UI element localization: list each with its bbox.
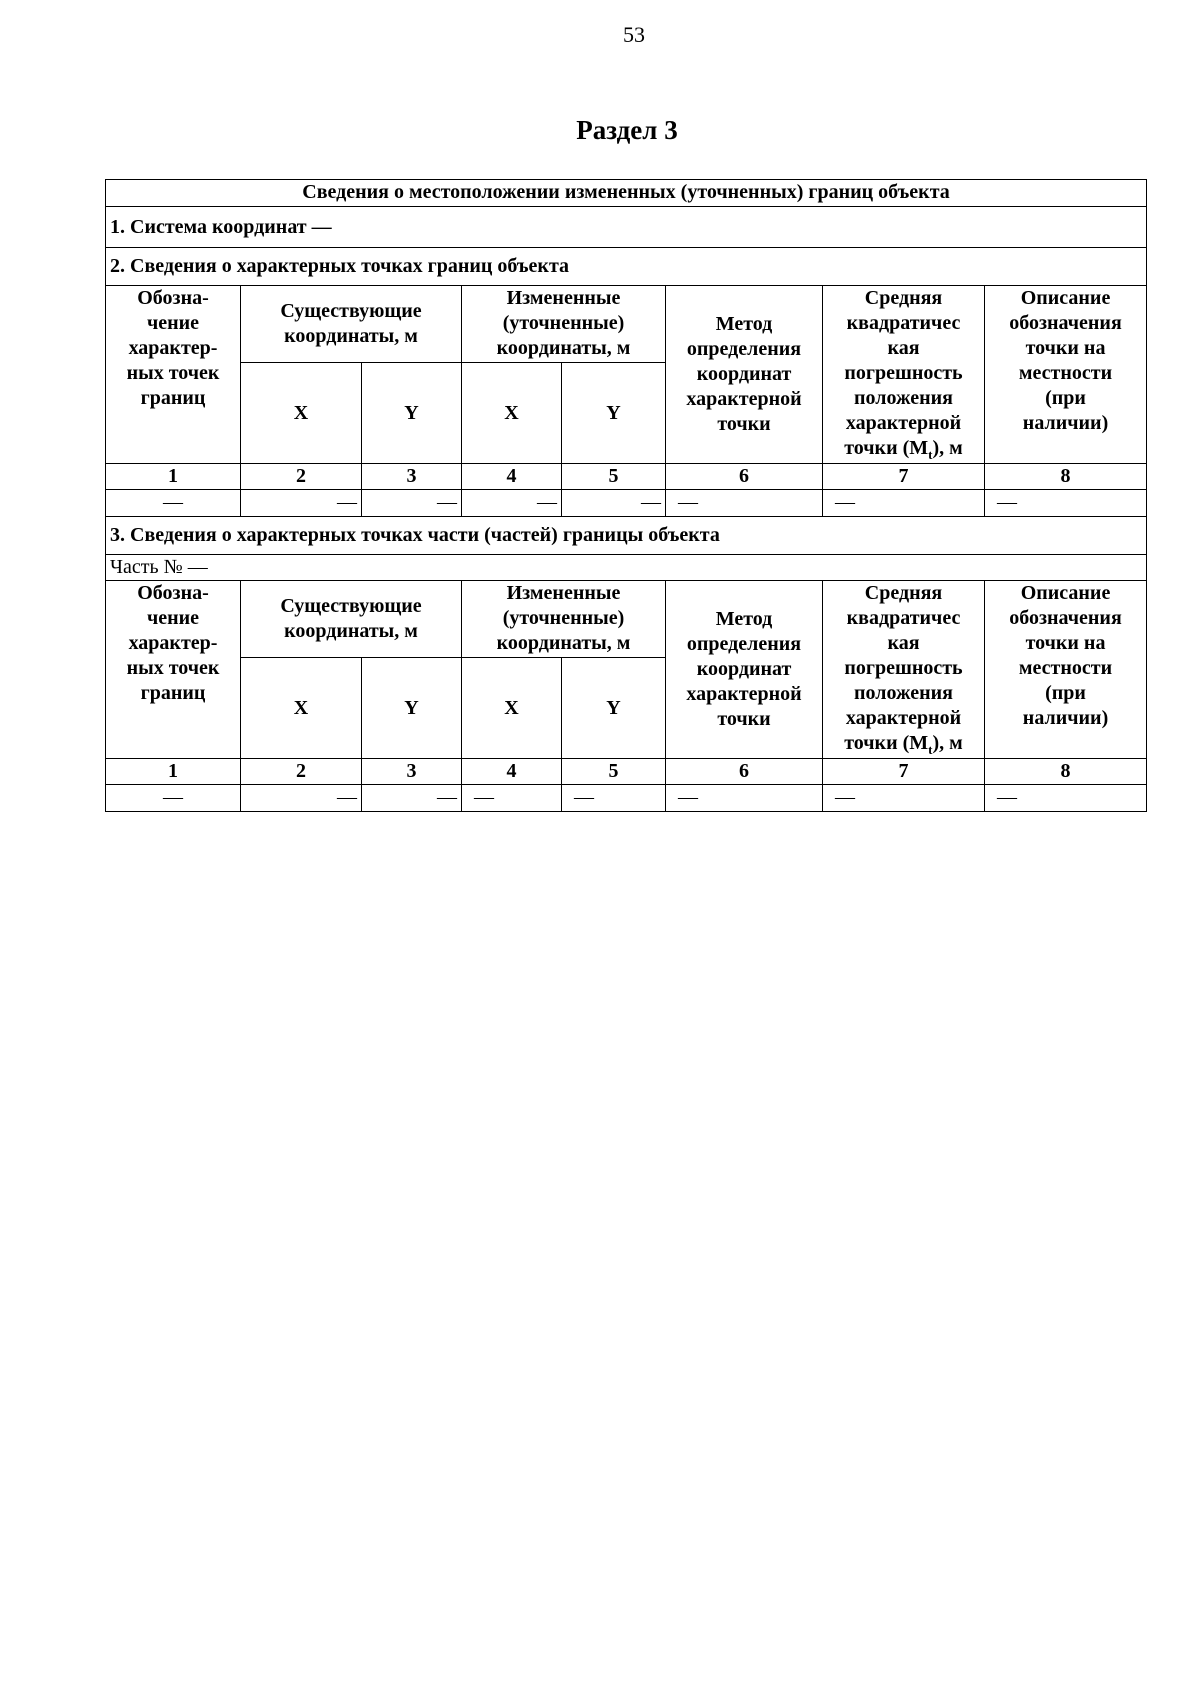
col-number-5: 5	[562, 759, 666, 785]
col-number-3: 3	[362, 464, 462, 490]
header-description: Описание обозначения точки на местности (при наличии)	[985, 581, 1147, 759]
col-number-7: 7	[823, 464, 985, 490]
cell-dash: —	[362, 785, 462, 812]
cell-dash: —	[106, 490, 241, 517]
col-number-2: 2	[241, 464, 362, 490]
col-number-1: 1	[106, 464, 241, 490]
header-error-subscript: t	[928, 742, 933, 757]
parts-title-row	[106, 517, 1147, 555]
header-error-unit: ), м	[932, 437, 963, 459]
points-title-row	[106, 248, 1147, 286]
col-number-8: 8	[985, 464, 1147, 490]
col-number-7: 7	[823, 759, 985, 785]
cell-dash: —	[241, 785, 362, 812]
section-title: Раздел 3	[576, 115, 678, 145]
header-error-text: Средняя квадратичес кая погрешность положения характерной точки (M	[844, 582, 963, 754]
part-number-row	[106, 555, 1147, 581]
cell-dash: —	[362, 490, 462, 517]
header-method: Метод определения координат характерной точки	[666, 286, 823, 464]
header-error-subscript: t	[928, 447, 933, 462]
header-existing-coords: Существующие координаты, м	[241, 286, 462, 363]
header-changed-y: Y	[562, 363, 666, 464]
col-number-6: 6	[666, 464, 823, 490]
header-changed-y: Y	[562, 658, 666, 759]
column-number-row	[106, 464, 1147, 490]
header-changed-x: X	[462, 363, 562, 464]
cell-dash: —	[562, 785, 666, 812]
header-changed-coords: Измененные (уточненные) координаты, м	[462, 581, 666, 658]
col-number-4: 4	[462, 759, 562, 785]
col-number-8: 8	[985, 759, 1147, 785]
header-existing-coords: Существующие координаты, м	[241, 581, 462, 658]
table-header-row	[106, 286, 1147, 363]
cell-dash: —	[462, 490, 562, 517]
cell-dash: —	[106, 785, 241, 812]
header-existing-x: X	[241, 363, 362, 464]
table-header-row	[106, 581, 1147, 658]
cell-dash: —	[823, 785, 985, 812]
cell-dash: —	[462, 785, 562, 812]
table-title-row	[106, 180, 1147, 207]
cell-dash: —	[985, 785, 1147, 812]
table-title: Сведения о местоположении измененных (уточненных) границ объекта	[106, 180, 1147, 207]
part-number-label: Часть № —	[106, 555, 1147, 581]
cell-dash: —	[666, 490, 823, 517]
parts-title: 3. Сведения о характерных точках части (частей) границы объекта	[106, 517, 1147, 555]
column-number-row	[106, 759, 1147, 785]
cell-dash: —	[823, 490, 985, 517]
points-title: 2. Сведения о характерных точках границ объекта	[106, 248, 1147, 286]
header-point-designation: Обозна- чение характер- ных точек границ	[106, 286, 241, 464]
header-error	[823, 581, 985, 759]
cell-dash: —	[666, 785, 823, 812]
col-number-3: 3	[362, 759, 462, 785]
table-row	[106, 490, 1147, 517]
header-existing-y: Y	[362, 363, 462, 464]
table-row	[106, 785, 1147, 812]
header-existing-y: Y	[362, 658, 462, 759]
header-error	[823, 286, 985, 464]
header-method: Метод определения координат характерной точки	[666, 581, 823, 759]
col-number-4: 4	[462, 464, 562, 490]
col-number-1: 1	[106, 759, 241, 785]
cell-dash: —	[985, 490, 1147, 517]
header-error-unit: ), м	[932, 732, 963, 754]
col-number-6: 6	[666, 759, 823, 785]
header-changed-coords: Измененные (уточненные) координаты, м	[462, 286, 666, 363]
col-number-2: 2	[241, 759, 362, 785]
cell-dash: —	[562, 490, 666, 517]
cell-dash: —	[241, 490, 362, 517]
col-number-5: 5	[562, 464, 666, 490]
header-existing-x: X	[241, 658, 362, 759]
coord-system-row	[106, 207, 1147, 248]
header-changed-x: X	[462, 658, 562, 759]
page-number: 53	[623, 22, 645, 47]
boundary-table	[105, 179, 1147, 812]
header-error-text: Средняя квадратичес кая погрешность положения характерной точки (M	[844, 287, 963, 459]
header-point-designation: Обозна- чение характер- ных точек границ	[106, 581, 241, 759]
coord-system-label: 1. Система координат —	[106, 207, 1147, 248]
header-description: Описание обозначения точки на местности (при наличии)	[985, 286, 1147, 464]
